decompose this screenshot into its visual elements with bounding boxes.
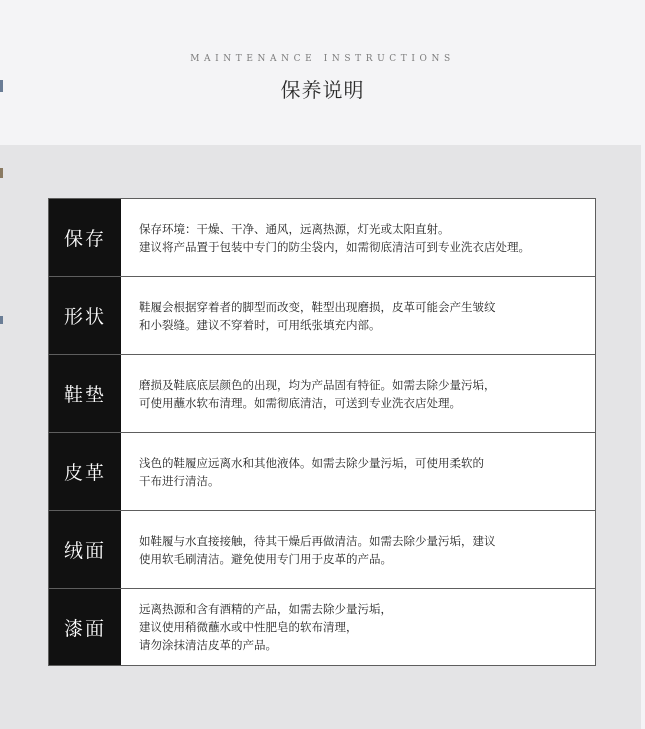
right-edge-strip — [641, 0, 645, 729]
description-line: 浅色的鞋履应远离水和其他液体。如需去除少量污垢，可使用柔软的 — [139, 455, 484, 470]
care-instructions-table — [48, 198, 596, 666]
table-row-leather — [49, 433, 595, 511]
description-line: 干布进行清洁。 — [139, 473, 220, 488]
page-subtitle: MAINTENANCE INSTRUCTIONS — [190, 54, 455, 64]
description-line: 保存环境：干燥、干净、通风，远离热源，灯光或太阳直射。 — [139, 221, 450, 236]
row-label-cell — [49, 355, 121, 432]
description-line: 使用软毛刷清洁。避免使用专门用于皮革的产品。 — [139, 551, 392, 566]
description-line: 如鞋履与水直接接触，待其干燥后再做清洁。如需去除少量污垢，建议 — [139, 533, 496, 548]
row-label-cell — [49, 511, 121, 588]
description-line: 请勿涂抹清洁皮革的产品。 — [139, 638, 277, 652]
row-label: 鞋垫 — [63, 384, 106, 406]
row-label: 形状 — [63, 306, 106, 328]
table-row-patent — [49, 589, 595, 665]
description-line: 建议将产品置于包装中专门的防尘袋内，如需彻底清洁可到专业洗衣店处理。 — [139, 239, 530, 254]
row-label-cell — [49, 589, 121, 665]
row-description — [121, 277, 595, 354]
row-label-cell — [49, 199, 121, 276]
row-label: 皮革 — [63, 462, 106, 484]
table-row-storage — [49, 199, 595, 277]
row-description — [121, 355, 595, 432]
row-description — [121, 511, 595, 588]
description-line: 远离热源和含有酒精的产品，如需去除少量污垢， — [139, 602, 392, 616]
row-label: 漆面 — [63, 617, 106, 640]
description-line: 可使用蘸水软布清理。如需彻底清洁，可送到专业洗衣店处理。 — [139, 395, 461, 410]
row-label: 绒面 — [63, 540, 106, 562]
row-description — [121, 433, 595, 510]
left-edge-mark — [0, 316, 3, 324]
description-line: 磨损及鞋底底层颜色的出现，均为产品固有特征。如需去除少量污垢， — [139, 377, 496, 392]
row-description — [121, 589, 595, 665]
page-title: 保养说明 — [280, 78, 365, 102]
description-line: 建议使用稍微蘸水或中性肥皂的软布清理， — [139, 620, 358, 634]
description-line: 鞋履会根据穿着者的脚型而改变，鞋型出现磨损，皮革可能会产生皱纹 — [139, 299, 496, 314]
row-description — [121, 199, 595, 276]
table-row-suede — [49, 511, 595, 589]
header-band — [0, 0, 645, 145]
table-row-insole — [49, 355, 595, 433]
table-row-shape — [49, 277, 595, 355]
description-line: 和小裂缝。建议不穿着时，可用纸张填充内部。 — [139, 317, 381, 332]
row-label: 保存 — [63, 228, 106, 250]
row-label-cell — [49, 433, 121, 510]
left-edge-mark — [0, 168, 3, 178]
row-label-cell — [49, 277, 121, 354]
